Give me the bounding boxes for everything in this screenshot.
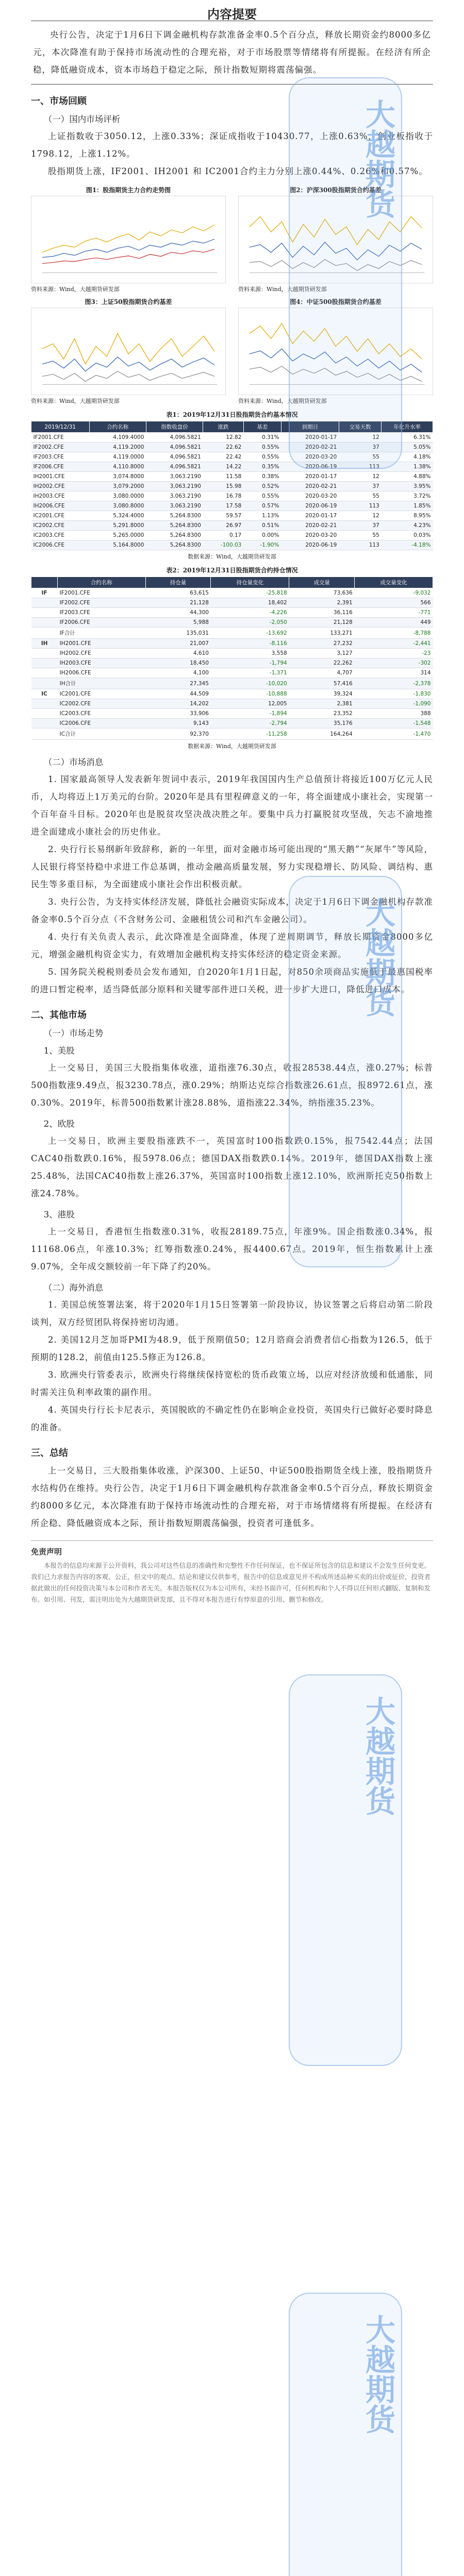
table1-caption: 表1：2019年12月31日股指期货合约基本情况 — [166, 411, 298, 418]
heading-eu-stocks: 2、欧股 — [43, 1119, 75, 1129]
chart-3 — [31, 297, 226, 405]
table-cell: IC2003.CFE — [31, 531, 90, 540]
table-cell: 9,143 — [145, 719, 211, 728]
table-cell: IF合计 — [58, 628, 145, 639]
watermark-logo: 大越期货 — [289, 1674, 402, 2066]
table-cell — [31, 719, 58, 728]
subsection-domestic: （一）国内市场评析 — [43, 114, 121, 124]
chart-1 — [31, 185, 226, 293]
table-cell: -1,470 — [355, 728, 433, 740]
table-cell: 21,128 — [145, 598, 211, 608]
table-cell: 4,610 — [145, 649, 211, 658]
watermark-logo: 大越期货 — [289, 876, 402, 1267]
table-cell: 11.58 — [203, 472, 244, 482]
table-cell: 55 — [339, 452, 382, 462]
table-cell: -2,441 — [355, 639, 433, 649]
table-cell: 5.05% — [382, 443, 433, 452]
table-cell: 4.88% — [382, 472, 433, 482]
table-row — [31, 598, 433, 608]
table-cell: 73,636 — [289, 588, 355, 598]
table-cell: -10,888 — [211, 689, 289, 699]
table-cell: 44,509 — [145, 689, 211, 699]
table-cell: 0.00% — [243, 531, 281, 540]
subsection-market-trend: （一）市场走势 — [43, 1028, 104, 1038]
table-cell: -1,371 — [211, 668, 289, 678]
table-cell: 2020-06-19 — [281, 540, 339, 550]
table-futures-positions — [31, 577, 433, 740]
table-cell: 4,096.5821 — [146, 443, 203, 452]
table-cell: 4,100 — [145, 668, 211, 678]
table-cell: IH2003.CFE — [58, 658, 145, 668]
table-cell: 37 — [339, 521, 382, 531]
chart-source: 资料来源：Wind，大越期货研发部 — [31, 286, 120, 293]
table-cell: 21,007 — [145, 639, 211, 649]
table2-source: 数据来源：Wind，大越期货研发部 — [188, 743, 276, 750]
paragraph-us-stocks: 上一交易日，美国三大股指集体收涨，道指涨76.30点，收报28538.44点，涨0.27%；标普500指数涨9.49点，报3230.78点，涨0.29%；纳斯达克综合指数涨26.61点，报8972.61点，涨0.30%。2019年，标普500指数累计涨28.88%，道指涨22.34%，纳指涨35.23%。 — [31, 1063, 433, 1108]
table-header-cell: 基差 — [243, 421, 281, 433]
table-cell: -23 — [355, 649, 433, 658]
news-item: 1. 国家最高领导人发表新年贺词中表示，2019年我国国内生产总值预计将接近100万亿元人民币，人均将迈上1万美元的台阶。2020年是具有里程碑意义的一年，将全面建成小康社会，实现第一个百年奋斗目标。2020年也是脱贫攻坚决战决胜之年。要集中兵力打赢脱贫攻坚战，矢志不渝地推进全面建成小康社会的历史伟业。 — [31, 774, 433, 837]
table-cell: -2,378 — [355, 678, 433, 689]
table-cell: IH2002.CFE — [58, 649, 145, 658]
table-cell: 14,202 — [145, 699, 211, 709]
table-cell: 27,232 — [289, 639, 355, 649]
table-cell: 55 — [339, 492, 382, 501]
table-cell: 113 — [339, 540, 382, 550]
table-cell: 3,127 — [289, 649, 355, 658]
table-row — [31, 618, 433, 628]
table-row — [31, 501, 433, 511]
table-row — [31, 639, 433, 649]
table-header-cell: 年化升水率 — [382, 421, 433, 433]
table-cell: 18,450 — [145, 658, 211, 668]
subsection-market-news: （二）市场消息 — [43, 757, 104, 767]
table-row — [31, 511, 433, 521]
table-cell: 44,300 — [145, 608, 211, 618]
news-item: 2. 美国12月芝加哥PMI为48.9，低于预期值50；12月谘商会消费者信心指数为126.5，低于预期的128.2，前值由125.5修正为126.8。 — [31, 1335, 433, 1362]
table-cell: -1,894 — [211, 709, 289, 719]
table-row — [31, 678, 433, 689]
table-cell: 2020-06-19 — [281, 462, 339, 472]
table-cell: 16.78 — [203, 492, 244, 501]
table-header-cell: 到期日 — [281, 421, 339, 433]
table-cell — [31, 658, 58, 668]
news-item: 5. 国务院关税税则委员会发布通知，自2020年1月1日起，对850余项商品实施低于最惠国税率的进口暂定税率，适当降低部分原料和关键零部件进口关税，进一步扩大进口，降低进口成本。 — [31, 967, 433, 994]
table-cell — [31, 598, 58, 608]
table-cell: 12.82 — [203, 433, 244, 443]
table-cell — [31, 618, 58, 628]
table-cell: 113 — [339, 462, 382, 472]
table-cell: IF2001.CFE — [31, 433, 90, 443]
paragraph-eu-stocks: 上一交易日，欧洲主要股指涨跌不一，英国富时100指数跌0.15%，报7542.44点；法国CAC40指数跌0.16%，报5978.06点；德国DAX指数跌0.14%。2019年，德国DAX指数上涨25.48%，法国CAC40指数上涨26.37%，英国富时100指数上涨12.10%，欧洲斯托克50指数上涨24.78%。 — [31, 1136, 433, 1198]
table-cell: -100.03 — [203, 540, 244, 550]
table-cell: 3,063.2190 — [146, 492, 203, 501]
table-cell: 566 — [355, 598, 433, 608]
table-cell: 4.23% — [382, 521, 433, 531]
table-cell: 5,324.4000 — [89, 511, 146, 521]
table1-source: 数据来源：Wind，大越期货研发部 — [188, 553, 276, 560]
table-row — [31, 531, 433, 540]
chart-source: 资料来源：Wind，大越期货研发部 — [238, 398, 327, 404]
table-cell: IF2002.CFE — [31, 443, 90, 452]
subsection-overseas-news: （二）海外消息 — [43, 1283, 104, 1293]
table-cell: -2,050 — [211, 618, 289, 628]
table-cell: 3.95% — [382, 482, 433, 492]
table-row — [31, 482, 433, 492]
table-cell: IH2002.CFE — [31, 482, 90, 492]
table-header-cell: 涨跌 — [203, 421, 244, 433]
table-cell: 1.13% — [243, 511, 281, 521]
table-cell: 63,615 — [145, 588, 211, 598]
table-row — [31, 628, 433, 639]
table-cell: 12 — [339, 511, 382, 521]
table-cell: 4,110.8000 — [89, 462, 146, 472]
table-cell: 314 — [355, 668, 433, 678]
table-cell: IH2001.CFE — [58, 639, 145, 649]
chart-3-plot — [31, 308, 226, 395]
chart-3-line-gray — [42, 371, 214, 382]
table-cell: IF2003.CFE — [31, 452, 90, 462]
table-cell: 0.35% — [243, 462, 281, 472]
table-row — [31, 608, 433, 618]
disclaimer-block — [31, 1540, 433, 1605]
table-cell: 6.31% — [382, 433, 433, 443]
table-cell: 35,176 — [289, 719, 355, 728]
table-cell: 12 — [339, 433, 382, 443]
table-row — [31, 521, 433, 531]
table-cell: 135,031 — [145, 628, 211, 639]
table-header-cell: 交易天数 — [339, 421, 382, 433]
table-cell: 3,080.8000 — [89, 501, 146, 511]
table-cell: IH — [31, 639, 58, 649]
table-cell: -1,794 — [211, 658, 289, 668]
chart-source: 资料来源：Wind，大越期货研发部 — [238, 286, 327, 293]
table-cell: 2020-03-20 — [281, 531, 339, 540]
table-header-cell: 合约名称 — [58, 577, 145, 588]
table-cell: IF2006.CFE — [58, 618, 145, 628]
table-cell: 12 — [339, 472, 382, 482]
table-row — [31, 492, 433, 501]
table-cell: 5,265.0000 — [89, 531, 146, 540]
table-cell: IH2006.CFE — [58, 668, 145, 678]
watermark-logo: 大越期货 — [289, 77, 402, 469]
summary-box — [31, 21, 433, 84]
table-header-cell: 持仓量变化 — [211, 577, 289, 588]
table-cell: 0.55% — [243, 443, 281, 452]
table-cell: IH2003.CFE — [31, 492, 90, 501]
chart-1-plot — [31, 196, 226, 283]
table-cell: -8,788 — [355, 628, 433, 639]
table-cell: 59.57 — [203, 511, 244, 521]
table-cell: -302 — [355, 658, 433, 668]
table-cell: 388 — [355, 709, 433, 719]
table-cell: -9,032 — [355, 588, 433, 598]
table-header-cell: 持仓量 — [145, 577, 211, 588]
table-cell: 17.58 — [203, 501, 244, 511]
paragraph-futures: 股指期货上涨，IF2001、IH2001 和 IC2001合约主力分别上涨0.44%、0.26%和0.57%。 — [48, 166, 428, 176]
table-cell: 0.51% — [243, 521, 281, 531]
table-cell: IC2003.CFE — [58, 709, 145, 719]
watermark-logo: 大越期货 — [289, 2293, 402, 2576]
table-cell: 2020-03-20 — [281, 452, 339, 462]
table-cell: -4.18% — [382, 540, 433, 550]
table-cell: 3,063.2190 — [146, 472, 203, 482]
table-cell: 2020-02-21 — [281, 482, 339, 492]
table-cell: 1.38% — [382, 462, 433, 472]
table-cell — [31, 628, 58, 639]
news-item: 3. 央行公告，为支持实体经济发展，降低社会融资实际成本，决定于1月6日下调金融机构存款准备金率0.5个百分点（不含财务公司、金融租赁公司和汽车金融公司）。 — [31, 897, 433, 924]
table-cell: 0.55% — [243, 452, 281, 462]
table-cell: 4,119.0000 — [89, 452, 146, 462]
table-cell: -1.90% — [243, 540, 281, 550]
news-item: 4. 央行有关负责人表示，此次降准是全面降准，体现了逆周期调节，释放长期资金8000多亿元，增强金融机构资金实力，有效增加金融机构支持实体经济的稳定资金来源。 — [31, 932, 433, 959]
table-cell: -771 — [355, 608, 433, 618]
table-row — [31, 658, 433, 668]
table-cell: 92,370 — [145, 728, 211, 740]
table-cell: 133,271 — [289, 628, 355, 639]
news-item: 1. 美国总统签署法案，将于2020年1月15日签署第一阶段协议，协议签署之后将启动第二阶段谈判，双方经贸团队将保持密切沟通。 — [31, 1300, 433, 1327]
summary-text: 央行公告，决定于1月6日下调金融机构存款准备金率0.5个百分点，释放长期资金约8000多亿元，本次降准有助于保持市场流动性的合理充裕，对于市场股票等情绪将有所提振。在经济有所企稳，降低融资成本，资本市场趋于稳定之际，预计指数短期将震荡偏强。 — [33, 30, 431, 75]
chart-source: 资料来源：Wind，大越期货研发部 — [31, 398, 120, 404]
table-cell: 22,262 — [289, 658, 355, 668]
page-title: 内容提要 — [207, 7, 257, 22]
paragraph-hk-stocks: 上一交易日，香港恒生指数涨0.31%，收报28189.75点，年涨9%。国企指数涨0.34%，报11168.06点，年涨10.3%；红筹指数涨0.24%，报4400.67点。2019年，恒生指数累计上涨9.07%，全年成交额较前一年下降了约20%。 — [31, 1227, 433, 1272]
table-cell: -2,794 — [211, 719, 289, 728]
table-cell — [31, 728, 58, 740]
table-cell: 0.31% — [243, 433, 281, 443]
table-cell: 449 — [355, 618, 433, 628]
news-list-overseas — [31, 1296, 433, 1436]
table-cell: -1,830 — [355, 689, 433, 699]
table-cell: 22.42 — [203, 452, 244, 462]
table-cell: 5,264.8300 — [146, 521, 203, 531]
table-cell: -8,116 — [211, 639, 289, 649]
table-cell: IC2006.CFE — [31, 540, 90, 550]
table-cell: 26.97 — [203, 521, 244, 531]
table-header-cell: 指数收盘价 — [146, 421, 203, 433]
table-cell: IC2001.CFE — [58, 689, 145, 699]
table-cell: IC2001.CFE — [31, 511, 90, 521]
table-cell: 0.55% — [243, 492, 281, 501]
table-cell: 2020-03-20 — [281, 492, 339, 501]
table-cell: IF2002.CFE — [58, 598, 145, 608]
table-row — [31, 689, 433, 699]
chart-1-line-gold — [42, 225, 214, 252]
table-cell: -25,818 — [211, 588, 289, 598]
table-cell: 5,264.8300 — [146, 540, 203, 550]
table-cell: 3,063.2190 — [146, 501, 203, 511]
paragraph-conclusion: 上一交易日，三大股指集体收涨，沪深300、上证50、中证500股指期货全线上涨，股指期货升水结构仍在维持。央行公告，决定于1月6日下调金融机构存款准备金率0.5个百分点，释放长期资金约8000多亿元，本次降准有助于保持市场流动性的合理充裕，对于市场情绪将有所提振。在经济有所企稳、降低融资成本之际，预计指数短期震荡偏强，投资者可逢低多。 — [31, 1466, 433, 1528]
table-cell: 4,096.5821 — [146, 462, 203, 472]
chart-title: 图2：沪深300股指期货合约基差 — [290, 187, 382, 194]
table-cell: -1,548 — [355, 719, 433, 728]
table-cell: 3,063.2190 — [146, 482, 203, 492]
table-row — [31, 649, 433, 658]
table-header-cell — [31, 577, 58, 588]
table-cell: 0.57% — [243, 501, 281, 511]
table-cell: 5,164.8000 — [89, 540, 146, 550]
table-cell: 22.62 — [203, 443, 244, 452]
table-row — [31, 540, 433, 550]
table-cell: 33,906 — [145, 709, 211, 719]
table-cell: 164,264 — [289, 728, 355, 740]
table-cell: 15.98 — [203, 482, 244, 492]
table-cell: 14.22 — [203, 462, 244, 472]
table-cell: 2020-01-17 — [281, 511, 339, 521]
table-cell: IH2006.CFE — [31, 501, 90, 511]
table-cell: IF2006.CFE — [31, 462, 90, 472]
table-cell — [31, 649, 58, 658]
table-row — [31, 699, 433, 709]
table-cell: IF2001.CFE — [58, 588, 145, 598]
table-cell: 5,264.8300 — [146, 511, 203, 521]
table-cell: 3,079.2000 — [89, 482, 146, 492]
table-header-cell: 成交量变化 — [355, 577, 433, 588]
chart-title: 图4：中证500股指期货合约基差 — [290, 298, 382, 306]
table-cell: -4,226 — [211, 608, 289, 618]
table-cell: 3,074.8000 — [89, 472, 146, 482]
table-cell: 2020-01-17 — [281, 472, 339, 482]
table-cell: 5,988 — [145, 618, 211, 628]
heading-us-stocks: 1、美股 — [43, 1046, 75, 1056]
table-cell: 3,080.0000 — [89, 492, 146, 501]
table-header-cell: 合约名称 — [89, 421, 146, 433]
disclaimer-text: 本报告的信息均来源于公开资料，我公司对这些信息的准确性和完整性不作任何保证，也不保证所包含的信息和建议不会发生任何变更。我们已力求报告内容的客观、公正，但文中的观点、结论和建议仅供参考，报告中的信息或意见并不构成所述品种买卖的出价或征价，投资者据此做出的任何投资决策与本公司和作者无关。本报告版权仅为本公司所有，未经书面许可，任何机构和个人不得以任何形式翻版、复制和发布。如引用、刊发，需注明出处为大越期货研发部，且不得对本报告进行有悖原意的引用、删节和修改。 — [31, 1562, 431, 1603]
news-item: 2. 央行行长易纲新年致辞称，新的一年里，面对金融市场可能出现的“黑天鹅”“灰犀牛”等风险，人民银行将坚持稳中求进工作总基调，推动金融高质量发展，努力实现稳增长、防风险、调结构、惠民生等多重目标，为全面建成小康社会作出积极贡献。 — [31, 844, 433, 889]
table-cell: 2020-06-19 — [281, 501, 339, 511]
table-row — [31, 728, 433, 740]
table-cell: 3.72% — [382, 492, 433, 501]
table-cell — [31, 668, 58, 678]
table-cell: 113 — [339, 501, 382, 511]
table-cell: 0.52% — [243, 482, 281, 492]
table-cell: IF2003.CFE — [58, 608, 145, 618]
chart-3-line-gold — [42, 333, 214, 364]
table-cell — [31, 678, 58, 689]
section-conclusion: 三、总结 — [31, 1448, 68, 1459]
table-cell: 57,416 — [289, 678, 355, 689]
chart-title: 图1：股指期货主力合约走势图 — [86, 187, 171, 194]
table-header-cell: 成交量 — [289, 577, 355, 588]
table-cell: 4,119.2000 — [89, 443, 146, 452]
table-header-cell: 2019/12/31 — [31, 421, 90, 433]
table-row — [31, 709, 433, 719]
table-cell: IC2002.CFE — [31, 521, 90, 531]
table-cell: IC2006.CFE — [58, 719, 145, 728]
table-cell: 2,381 — [289, 699, 355, 709]
chart-title: 图3：上证50股指期货合约基差 — [85, 298, 172, 306]
table-cell: 18,402 — [211, 598, 289, 608]
heading-hk-stocks: 3、港股 — [43, 1210, 75, 1219]
table-cell: 0.38% — [243, 472, 281, 482]
paragraph-index: 上证指数收于3050.12，上涨0.33%；深证成指收于10430.77，上涨0.63%，创业板指收于1798.12，上涨1.12%。 — [31, 131, 433, 159]
table-cell — [31, 699, 58, 709]
table-cell: 5,264.8300 — [146, 531, 203, 540]
table-cell: 37 — [339, 443, 382, 452]
table-cell: 2020-02-21 — [281, 521, 339, 531]
table-cell: IF — [31, 588, 58, 598]
chart-1-line-red — [42, 249, 214, 264]
table-cell: 4,109.4000 — [89, 433, 146, 443]
table-cell — [31, 709, 58, 719]
table-cell: 1.85% — [382, 501, 433, 511]
table-cell: 4.18% — [382, 452, 433, 462]
table-cell: 23,352 — [289, 709, 355, 719]
table-cell: IC — [31, 689, 58, 699]
table-cell: 37 — [339, 482, 382, 492]
table-cell: IC合计 — [58, 728, 145, 740]
table-cell: 2,391 — [289, 598, 355, 608]
table-row — [31, 668, 433, 678]
section-market-review: 一、市场回顾 — [31, 96, 87, 107]
chart-1-line-blue — [42, 239, 214, 258]
table-cell: 4,096.5821 — [146, 433, 203, 443]
section-other-markets: 二、其他市场 — [31, 1010, 87, 1021]
table-cell: -1,090 — [355, 699, 433, 709]
table-cell: 3,558 — [211, 649, 289, 658]
table-cell: IH合计 — [58, 678, 145, 689]
table-cell: 4,096.5821 — [146, 452, 203, 462]
table-cell: IH2001.CFE — [31, 472, 90, 482]
table-cell: 36,116 — [289, 608, 355, 618]
table-cell: 12,005 — [211, 699, 289, 709]
disclaimer-title: 免责声明 — [31, 1547, 62, 1556]
table-cell — [31, 608, 58, 618]
table-cell: IC2002.CFE — [58, 699, 145, 709]
table-cell: 27,345 — [145, 678, 211, 689]
table-row — [31, 588, 433, 598]
table-row — [31, 472, 433, 482]
table-cell: -11,258 — [211, 728, 289, 740]
table-cell: -13,692 — [211, 628, 289, 639]
chart-3-line-blue — [42, 357, 214, 371]
table-row — [31, 719, 433, 728]
news-item: 3. 欧洲央行管委表示，欧洲央行将继续保持宽松的货币政策立场，以应对经济放缓和低通胀，同时需关注负利率政策的副作用。 — [31, 1370, 433, 1397]
table2-caption: 表2：2019年12月31日股指期货合约持仓情况 — [166, 567, 298, 574]
table-cell: -10,020 — [211, 678, 289, 689]
table-cell: 5,291.8000 — [89, 521, 146, 531]
table-cell: 2020-02-21 — [281, 443, 339, 452]
table-cell: 0.17 — [203, 531, 244, 540]
table-cell: 8.95% — [382, 511, 433, 521]
table-cell: 2020-01-17 — [281, 433, 339, 443]
table-cell: 39,324 — [289, 689, 355, 699]
table-cell: 55 — [339, 531, 382, 540]
table-cell: 0.03% — [382, 531, 433, 540]
news-item: 4. 英国央行行长卡尼表示，英国脱欧的不确定性仍在影响企业投资，英国央行已做好必要时降息的准备。 — [31, 1405, 433, 1432]
table-cell: 21,128 — [289, 618, 355, 628]
table-cell: 4,707 — [289, 668, 355, 678]
